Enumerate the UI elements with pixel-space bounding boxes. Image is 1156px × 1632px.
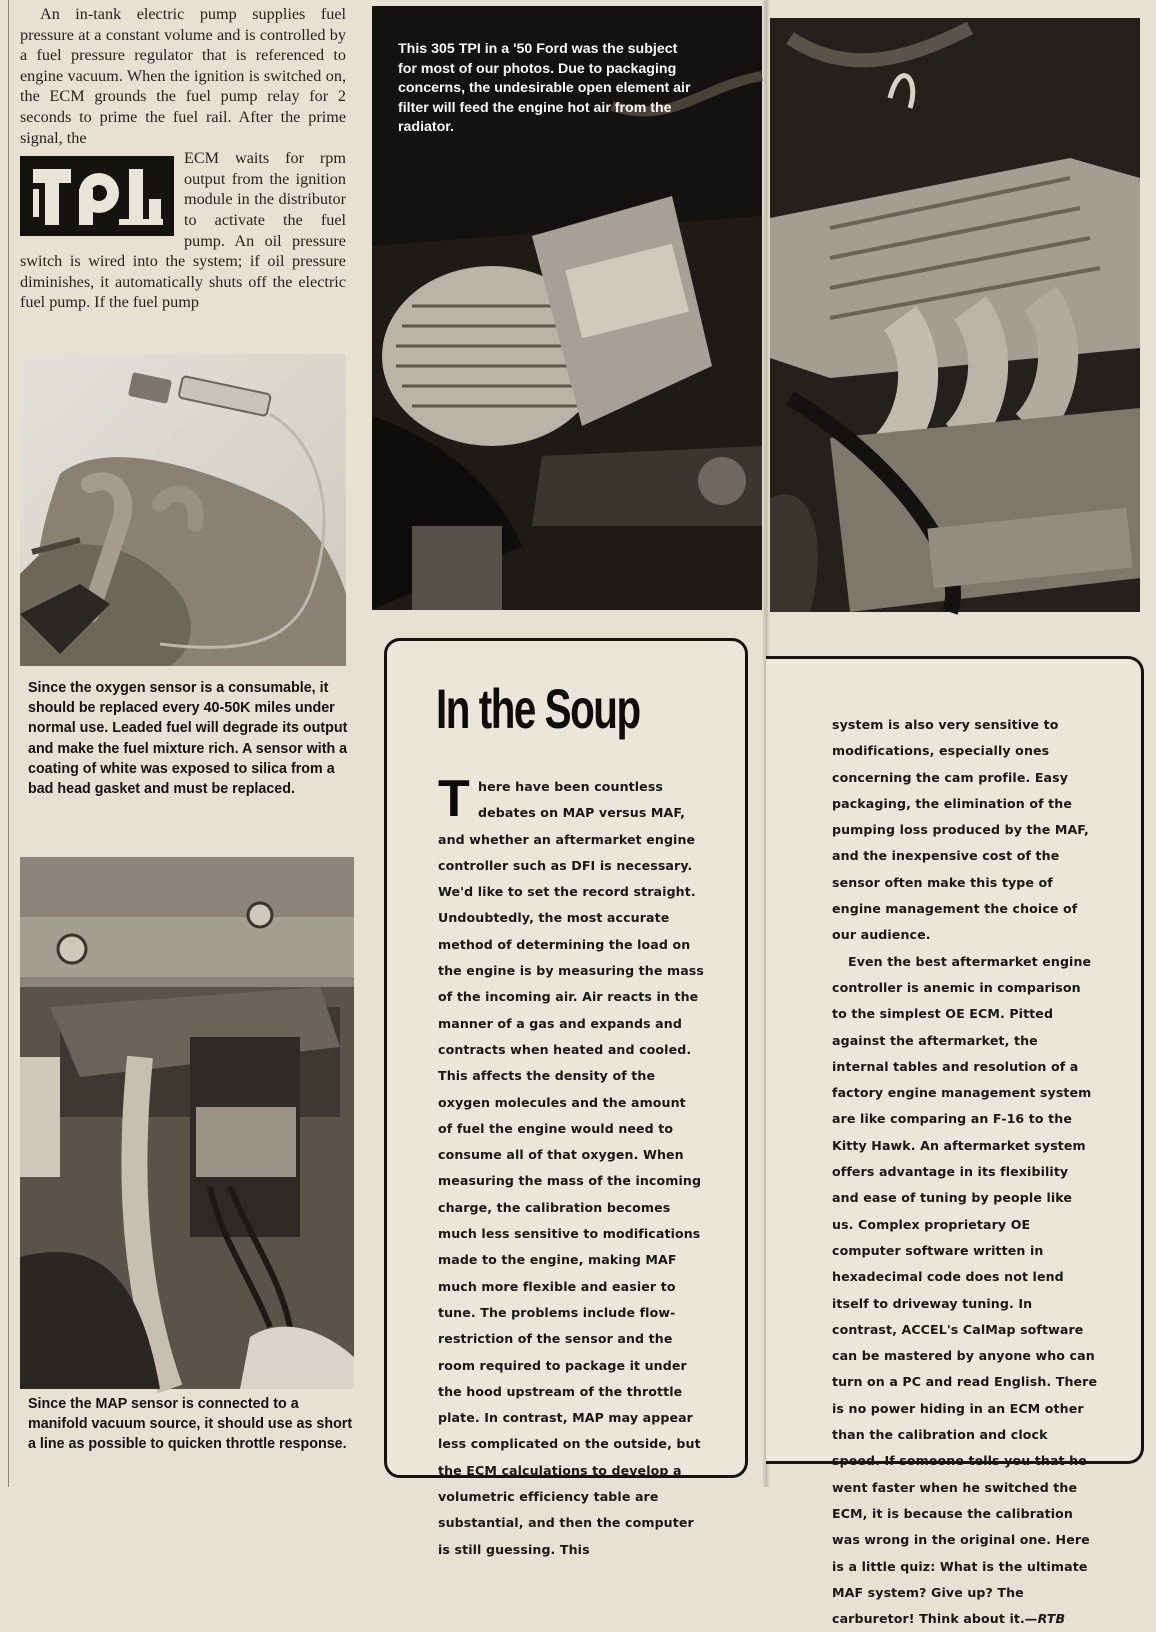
sidebar-paragraph-1: system is also very sensitive to modifications, especially ones concerning the cam profile. Easy packaging, the elimination of the pumping loss produced by the MAF, and the inexpensive cost of the sensor often make this type of engine management the choice of our audience. [832, 717, 1089, 943]
sidebar-dropcap: T [438, 770, 470, 828]
intro-paragraph-b: ECM waits for rpm output from the ignition module in the distributor to activate the fuel pump. An oil pressure switch is wired into the system; if oil pressure diminishes, it automatically shuts off the electric fuel pump. If the fuel pump [20, 149, 346, 312]
intro-article-text [20, 4, 346, 313]
sidebar-text-left [438, 770, 704, 1563]
map-sensor-caption: Since the MAP sensor is connected to a manifold vacuum source, it should use as short a line as possible to quicken throttle response. [28, 1396, 353, 1453]
page-edge-rule [8, 0, 9, 1487]
sidebar-text-right [832, 712, 1098, 1632]
author-signature: —RTB [1024, 1611, 1066, 1627]
intro-paragraph-a: An in-tank electric pump supplies fuel pressure at a constant volume and is controlled by a fuel pressure regulator that is referenced to engine vacuum. When the ignition is switched on, the ECM grounds the fuel pump relay for 2 seconds to prime the fuel rail. After the prime signal, the [20, 5, 346, 147]
oxygen-sensor-photo [20, 354, 346, 666]
engine-photo-caption: This 305 TPI in a '50 Ford was the subject for most of our photos. Due to packaging concerns, the undesirable open element air filter will feed the engine hot air from the radiator. [398, 41, 691, 135]
engine-photo-right [770, 18, 1140, 612]
map-sensor-photo [20, 857, 354, 1389]
sidebar-title: In the Soup [436, 677, 640, 740]
tpi-logo [20, 156, 174, 236]
sidebar-body-left: here have been countless debates on MAP versus MAF, and whether an aftermarket engine controller such as DFI is necessary. We'd like to set the record straight. Undoubtedly, the most accurate method of determining the load on the engine is by measuring the mass of the incoming air. Air reacts in the manner of a gas and expands and contracts when heated and cooled. This affects the density of the oxygen molecules and the amount of fuel the engine would need to consume all of that oxygen. When measuring the mass of the incoming charge, the calibration becomes much less sensitive to modifications made to the engine, making MAF much more flexible and easier to tune. The problems include flow-restriction of the sensor and the room required to package it under the hood upstream of the throttle plate. In contrast, MAP may appear less complicated on the outside, but the ECM calculations to develop a volumetric efficiency table are substantial, and then the computer is still guessing. This [438, 779, 704, 1557]
sidebar-paragraph-2: Even the best aftermarket engine controller is anemic in comparison to the simplest OE ECM. Pitted against the aftermarket, the internal tables and resolution of a factory engine management system are like comparing an F-16 to the Kitty Hawk. An aftermarket system offers advantage in its flexibility and ease of tuning by people like us. Complex proprietary OE computer software written in hexadecimal code does not lend itself to driveway tuning. In contrast, ACCEL's CalMap software can be mastered by anyone who can turn on a PC and read English. There is no power hiding in an ECM other than the calibration and clock speed. If someone tells you that he went faster when he switched the ECM, it is because the calibration was wrong in the original one. Here is a little quiz: What is the ultimate MAF system? Give up? The carburetor! Think about it. [832, 953, 1098, 1627]
oxygen-sensor-caption: Since the oxygen sensor is a consumable, it should be replaced every 40-50K miles under normal use. Leaded fuel will degrade its output and make the fuel mixture rich. A sensor with a coating of white was exposed to silica from a bad head gasket and must be replaced. [28, 680, 348, 798]
